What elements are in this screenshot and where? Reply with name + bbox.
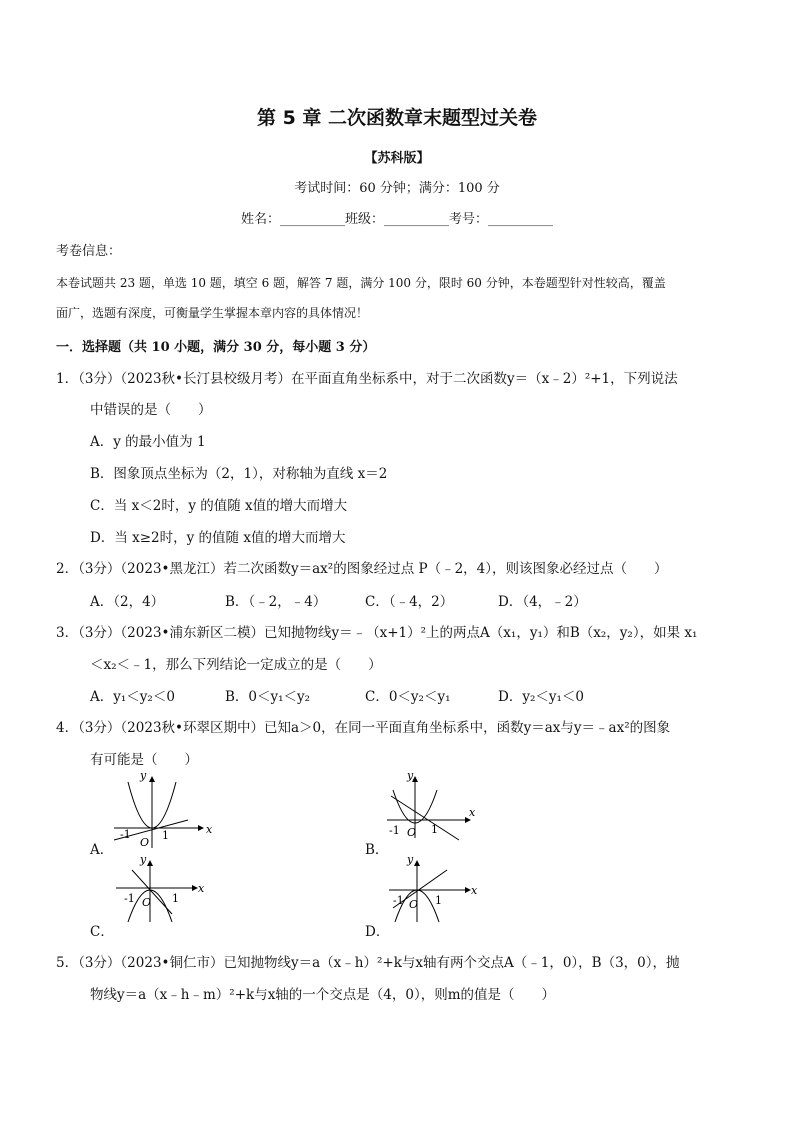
graph-a-y-label: y (140, 769, 147, 782)
q1-option-b: B．图象顶点坐标为（2，1），对称轴为直线 x＝2 (90, 466, 388, 482)
edition-label: 【苏科版】 (364, 151, 430, 166)
graph-d-neg1: -1 (393, 894, 404, 907)
q4-graph-c (110, 852, 210, 924)
q2-option-b: B．（﹣2，﹣4） (225, 594, 327, 610)
graph-c-origin: O (142, 896, 152, 909)
q2-option-d: D．（4，﹣2） (498, 594, 587, 610)
graph-b-neg1: -1 (389, 824, 400, 837)
graph-c-one: 1 (172, 892, 179, 905)
q4-option-b: B． (365, 842, 389, 858)
q3-option-b: B．0＜y₁＜y₂ (225, 689, 311, 705)
info-heading: 考卷信息： (56, 244, 122, 259)
q2-option-c: C．（﹣4，2） (365, 594, 454, 610)
q2-line-1: 2．（3分）（2023•黑龙江）若二次函数y＝ax²的图象经过点 P（﹣2，4），则该图象必经过点（ ） (56, 561, 668, 577)
graph-c-y-label: y (140, 853, 147, 866)
graph-d-origin: O (409, 898, 419, 911)
graph-d-y-label: y (407, 853, 414, 866)
q4-graph-b (385, 768, 485, 840)
section-title: 一．选择题（共 10 小题，满分 30 分，每小题 3 分） (56, 340, 376, 355)
exam-time: 考试时间：60 分钟；满分：100 分 (294, 181, 500, 196)
q3-line-1: 3．（3分）（2023•浦东新区二模）已知抛物线y＝﹣（x+1）²上的两点A（x₁，y₁）和B（x₂，y₂），如果 x₁ (56, 625, 698, 641)
q2-option-a: A．（2，4） (90, 594, 165, 610)
q5-line-2: 物线y＝a（x﹣h﹣m）²+k与x轴的一个交点是（4，0），则m的值是（ ） (90, 987, 556, 1003)
graph-a-origin: O (140, 836, 150, 849)
graph-b-y-label: y (407, 769, 414, 782)
graph-a-x-label: x (206, 823, 213, 836)
graph-d-one: 1 (435, 894, 442, 907)
q1-line-2: 中错误的是（ ） (90, 402, 212, 418)
graph-a-neg1: -1 (120, 828, 131, 841)
graph-c-neg1: -1 (124, 892, 135, 905)
q3-option-c: C．0＜y₂＜y₁ (365, 689, 451, 705)
q4-option-c: C． (90, 924, 114, 940)
q4-graph-d (385, 852, 485, 924)
q4-option-d: D． (365, 924, 390, 940)
q1-option-c: C．当 x＜2时，y 的值随 x值的增大而增大 (90, 498, 348, 514)
q5-line-1: 5．（3分）（2023•铜仁市）已知抛物线y＝a（x﹣h）²+k与x轴有两个交点A（﹣1，0），B（3，0），抛 (56, 955, 680, 971)
q4-line-2: 有可能是（ ） (90, 752, 198, 768)
q1-line-1: 1．（3分）（2023秋•长汀县校级月考）在平面直角坐标系中，对于二次函数y＝（x﹣2）²+1，下列说法 (56, 371, 678, 387)
graph-b-origin: O (407, 826, 417, 839)
q3-option-a: A．y₁＜y₂＜0 (90, 689, 175, 705)
graph-b-x-label: x (469, 806, 476, 819)
graph-a-one: 1 (162, 829, 169, 842)
graph-b-one: 1 (431, 823, 438, 836)
student-info-line: 姓名：__________班级：__________考号：__________ (240, 212, 553, 227)
info-line-1: 本卷试题共 23 题，单选 10 题，填空 6 题，解答 7 题，满分 100 分，限时 60 分钟，本卷题型针对性较高，覆盖 (56, 276, 666, 290)
graph-c-x-label: x (198, 882, 205, 895)
q4-graph-a (110, 768, 213, 850)
page-title: 第 5 章 二次函数章末题型过关卷 (256, 107, 538, 129)
q4-line-1: 4．（3分）（2023秋•环翠区期中）已知a＞0，在同一平面直角坐标系中，函数y＝ax与y＝﹣ax²的图象 (56, 720, 671, 736)
q3-line-2: ＜x₂＜﹣1，那么下列结论一定成立的是（ ） (90, 657, 382, 673)
q1-option-d: D．当 x≥2时，y 的值随 x值的增大而增大 (90, 530, 346, 546)
graph-d-x-label: x (471, 884, 478, 897)
info-line-2: 面广，选题有深度，可衡量学生掌握本章内容的具体情况！ (56, 306, 369, 320)
q1-option-a: A．y 的最小值为 1 (90, 434, 206, 450)
q3-option-d: D．y₂＜y₁＜0 (498, 689, 584, 705)
q4-option-a: A． (90, 842, 114, 858)
